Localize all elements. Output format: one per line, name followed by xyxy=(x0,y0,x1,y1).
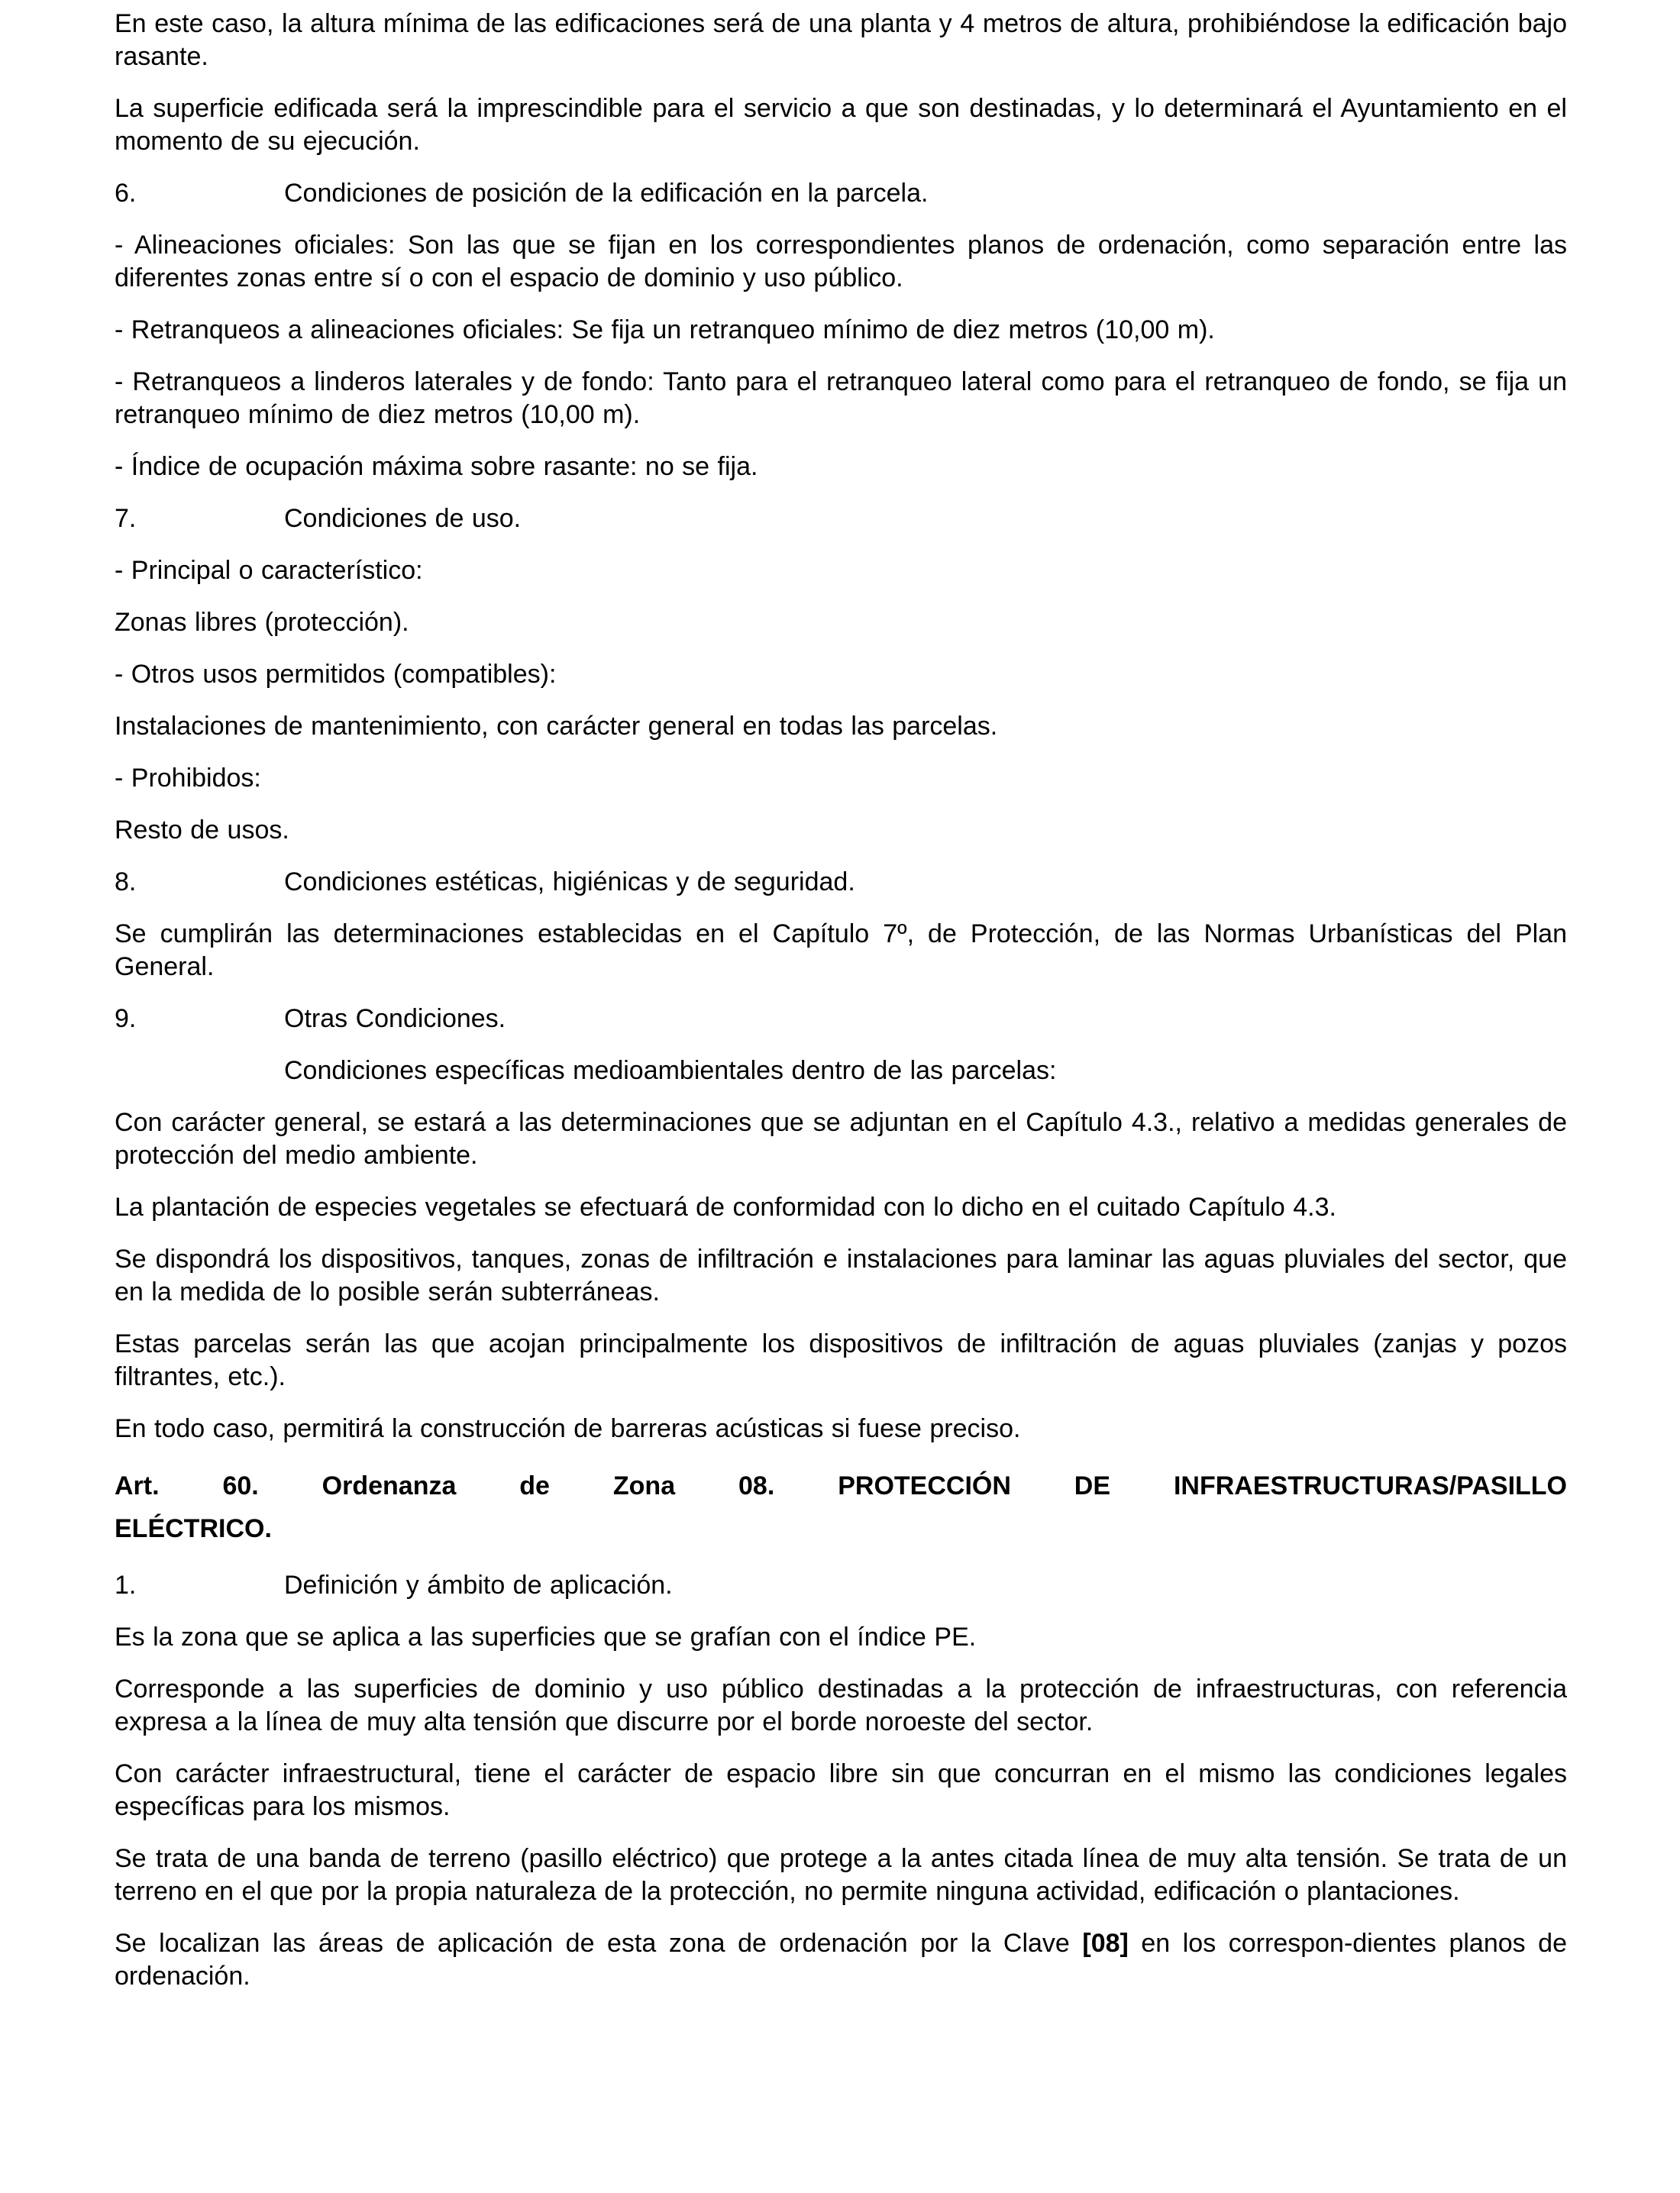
item-text: Otras Condiciones. xyxy=(284,1004,506,1033)
text-segment: Se localizan las áreas de aplicación de esta zona de ordenación por la Clave xyxy=(115,1929,1083,1958)
paragraph: En todo caso, permitirá la construcción de barreras acústicas si fuese preciso. xyxy=(115,1414,1021,1443)
paragraph xyxy=(115,1927,1567,1993)
heading-line: Art. 60. Ordenanza de Zona 08. PROTECCIÓN DE INFRAESTRUCTURAS/PASILLO xyxy=(115,1471,1567,1500)
numbered-item xyxy=(115,502,1567,535)
paragraph: Se cumplirán las determinaciones establecidas en el Capítulo 7º, de Protección, de las Normas Urbanísticas del Plan General. xyxy=(115,919,1567,981)
item-text: Condiciones de posición de la edificación en la parcela. xyxy=(284,179,929,208)
numbered-item xyxy=(115,1003,1567,1035)
paragraph: Con carácter general, se estará a las determinaciones que se adjuntan en el Capítulo 4.3., relativo a medidas generales de protección del medio ambiente. xyxy=(115,1108,1567,1170)
paragraph: Estas parcelas serán las que acojan principalmente los dispositivos de infiltración de aguas pluviales (zanjas y pozos filtrantes, etc.). xyxy=(115,1329,1567,1391)
paragraph: Resto de usos. xyxy=(115,816,289,845)
paragraph: Se trata de una banda de terreno (pasillo eléctrico) que protege a la antes citada línea de muy alta tensión. Se trata de un terreno en el que por la propia naturaleza de la protección, no permite ninguna actividad, edificación o plantaciones. xyxy=(115,1844,1567,1906)
document-content xyxy=(115,8,1567,1993)
item-text: Definición y ámbito de aplicación. xyxy=(284,1571,673,1600)
item-number: 9. xyxy=(115,1004,137,1033)
paragraph: - Retranqueos a alineaciones oficiales: Se fija un retranqueo mínimo de diez metros (10,00 m). xyxy=(115,315,1215,344)
bold-text: [08] xyxy=(1082,1929,1129,1958)
paragraph: - Principal o característico: xyxy=(115,556,423,585)
heading-line: ELÉCTRICO. xyxy=(115,1514,272,1543)
paragraph: - Alineaciones oficiales: Son las que se fijan en los correspondientes planos de ordenación, como separación entre las diferentes zonas entre sí o con el espacio de dominio y uso público. xyxy=(115,231,1567,292)
numbered-item xyxy=(115,177,1567,210)
paragraph: - Otros usos permitidos (compatibles): xyxy=(115,660,557,689)
paragraph: - Prohibidos: xyxy=(115,764,261,793)
item-text: Condiciones de uso. xyxy=(284,504,522,533)
paragraph: - Índice de ocupación máxima sobre rasante: no se fija. xyxy=(115,452,758,481)
numbered-item xyxy=(115,866,1567,899)
item-number: 7. xyxy=(115,504,137,533)
numbered-item xyxy=(115,1569,1567,1602)
paragraph: En este caso, la altura mínima de las edificaciones será de una planta y 4 metros de altura, prohibiéndose la edificación bajo rasante. xyxy=(115,9,1567,71)
paragraph: Se dispondrá los dispositivos, tanques, zonas de infiltración e instalaciones para laminar las aguas pluviales del sector, que en la medida de lo posible serán subterráneas. xyxy=(115,1245,1567,1306)
section-heading xyxy=(115,1465,1567,1550)
paragraph: Corresponde a las superficies de dominio y uso público destinadas a la protección de infraestructuras, con referencia expresa a la línea de muy alta tensión que discurre por el borde noroeste del sector. xyxy=(115,1675,1567,1736)
paragraph: La plantación de especies vegetales se efectuará de conformidad con lo dicho en el cuitado Capítulo 4.3. xyxy=(115,1193,1336,1222)
indented-paragraph: Condiciones específicas medioambientales dentro de las parcelas: xyxy=(284,1056,1057,1085)
paragraph: - Retranqueos a linderos laterales y de fondo: Tanto para el retranqueo lateral como para el retranqueo de fondo, se fija un retranqueo mínimo de diez metros (10,00 m). xyxy=(115,367,1567,429)
paragraph: La superficie edificada será la imprescindible para el servicio a que son destinadas, y lo determinará el Ayuntamiento en el momento de su ejecución. xyxy=(115,94,1567,156)
item-number: 1. xyxy=(115,1571,137,1600)
paragraph: Instalaciones de mantenimiento, con carácter general en todas las parcelas. xyxy=(115,712,998,741)
item-number: 6. xyxy=(115,179,137,208)
paragraph: Con carácter infraestructural, tiene el carácter de espacio libre sin que concurran en el mismo las condiciones legales específicas para los mismos. xyxy=(115,1759,1567,1821)
paragraph: Es la zona que se aplica a las superficies que se grafían con el índice PE. xyxy=(115,1623,977,1652)
item-number: 8. xyxy=(115,867,137,896)
item-text: Condiciones estéticas, higiénicas y de seguridad. xyxy=(284,867,855,896)
text-segment: en los correspon-dientes planos de ordenación. xyxy=(115,1929,1567,1991)
paragraph: Zonas libres (protección). xyxy=(115,608,409,637)
